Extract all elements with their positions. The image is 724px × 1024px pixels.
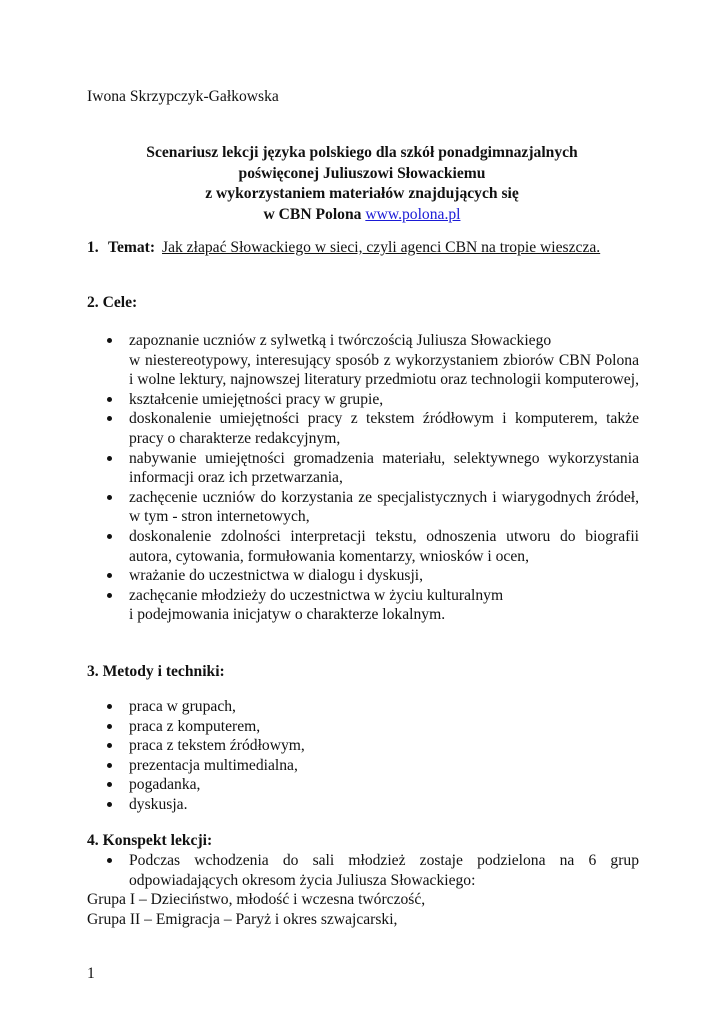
goal-item-line: zapoznanie uczniów z sylwetką i twórczością Juliusza Słowackiego (129, 332, 552, 349)
section-goals-heading: 2. Cele: (87, 294, 138, 311)
method-item: praca w grupach, (87, 697, 639, 717)
section-topic-number: 1. (87, 239, 99, 256)
title-line-4 (87, 205, 637, 226)
goal-item-line: nabywanie umiejętności gromadzenia materiału, selektywnego wykorzystania informacji oraz ich przetwarzania, (129, 449, 639, 487)
page-number: 1 (87, 965, 95, 982)
outline-item: Podczas wchodzenia do sali młodzież zostaje podzielona na 6 grup odpowiadających okresom życia Juliusza Słowackiego: (87, 851, 639, 890)
goal-item (87, 449, 639, 488)
method-item: dyskusja. (87, 795, 639, 815)
section-topic-value: Jak złapać Słowackiego w sieci, czyli agenci CBN na tropie wieszcza. (162, 239, 601, 256)
goal-item (87, 566, 639, 586)
method-item: pogadanka, (87, 775, 639, 795)
goal-item-line: zachęcanie młodzieży do uczestnictwa w życiu kulturalnym (129, 586, 504, 604)
polona-link[interactable]: www.polona.pl (365, 205, 461, 223)
title-line-2: poświęconej Juliuszowi Słowackiemu (238, 164, 486, 182)
goal-item (87, 331, 639, 390)
goal-item-line: kształcenie umiejętności pracy w grupie, (129, 390, 384, 408)
title-line-4-text: w CBN Polona (263, 205, 362, 223)
group-line: Grupa II – Emigracja – Paryż i okres szwajcarski, (87, 911, 398, 928)
outline-list (87, 851, 639, 890)
goal-item-line: wrażanie do uczestnictwa w dialogu i dyskusji, (129, 567, 424, 585)
section-methods-heading: 3. Metody i techniki: (87, 663, 225, 680)
method-item: praca z komputerem, (87, 717, 639, 737)
goals-list (87, 331, 639, 625)
section-topic-label: Temat: (108, 239, 156, 256)
goal-item-line: i podejmowania inicjatyw o charakterze lokalnym. (129, 606, 446, 624)
goal-item (87, 409, 639, 448)
goal-item-line: zachęcenie uczniów do korzystania ze specjalistycznych i wiarygodnych źródeł, w tym - stron internetowych, (129, 488, 639, 526)
author-name: Iwona Skrzypczyk-Gałkowska (87, 88, 279, 105)
goal-item-line: w niestereotypowy, interesujący sposób z wykorzystaniem zbiorów CBN Polona i wolne lektury, najnowszej literatury przedmiotu oraz technologii komputerowej, (129, 351, 639, 389)
goal-item (87, 488, 639, 527)
goal-item-line: doskonalenie umiejętności pracy z tekstem źródłowym i komputerem, także pracy o charakterze redakcyjnym, (129, 410, 639, 447)
goal-item (87, 527, 639, 566)
goal-item (87, 586, 639, 625)
title-line-3: z wykorzystaniem materiałów znajdujących się (205, 185, 519, 202)
title-line-1: Scenariusz lekcji języka polskiego dla szkół ponadgimnazjalnych (146, 144, 578, 161)
method-item: prezentacja multimedialna, (87, 756, 639, 776)
goal-item (87, 390, 639, 410)
document-title (87, 143, 637, 225)
method-item: praca z tekstem źródłowym, (87, 736, 639, 756)
goal-item-line: doskonalenie zdolności interpretacji tekstu, odnoszenia utworu do biografii autora, cytowania, formułowania komentarzy, wniosków i ocen, (129, 527, 639, 565)
methods-list (87, 697, 639, 815)
section-outline-heading: 4. Konspekt lekcji: (87, 832, 213, 849)
group-line: Grupa I – Dzieciństwo, młodość i wczesna twórczość, (87, 891, 426, 908)
